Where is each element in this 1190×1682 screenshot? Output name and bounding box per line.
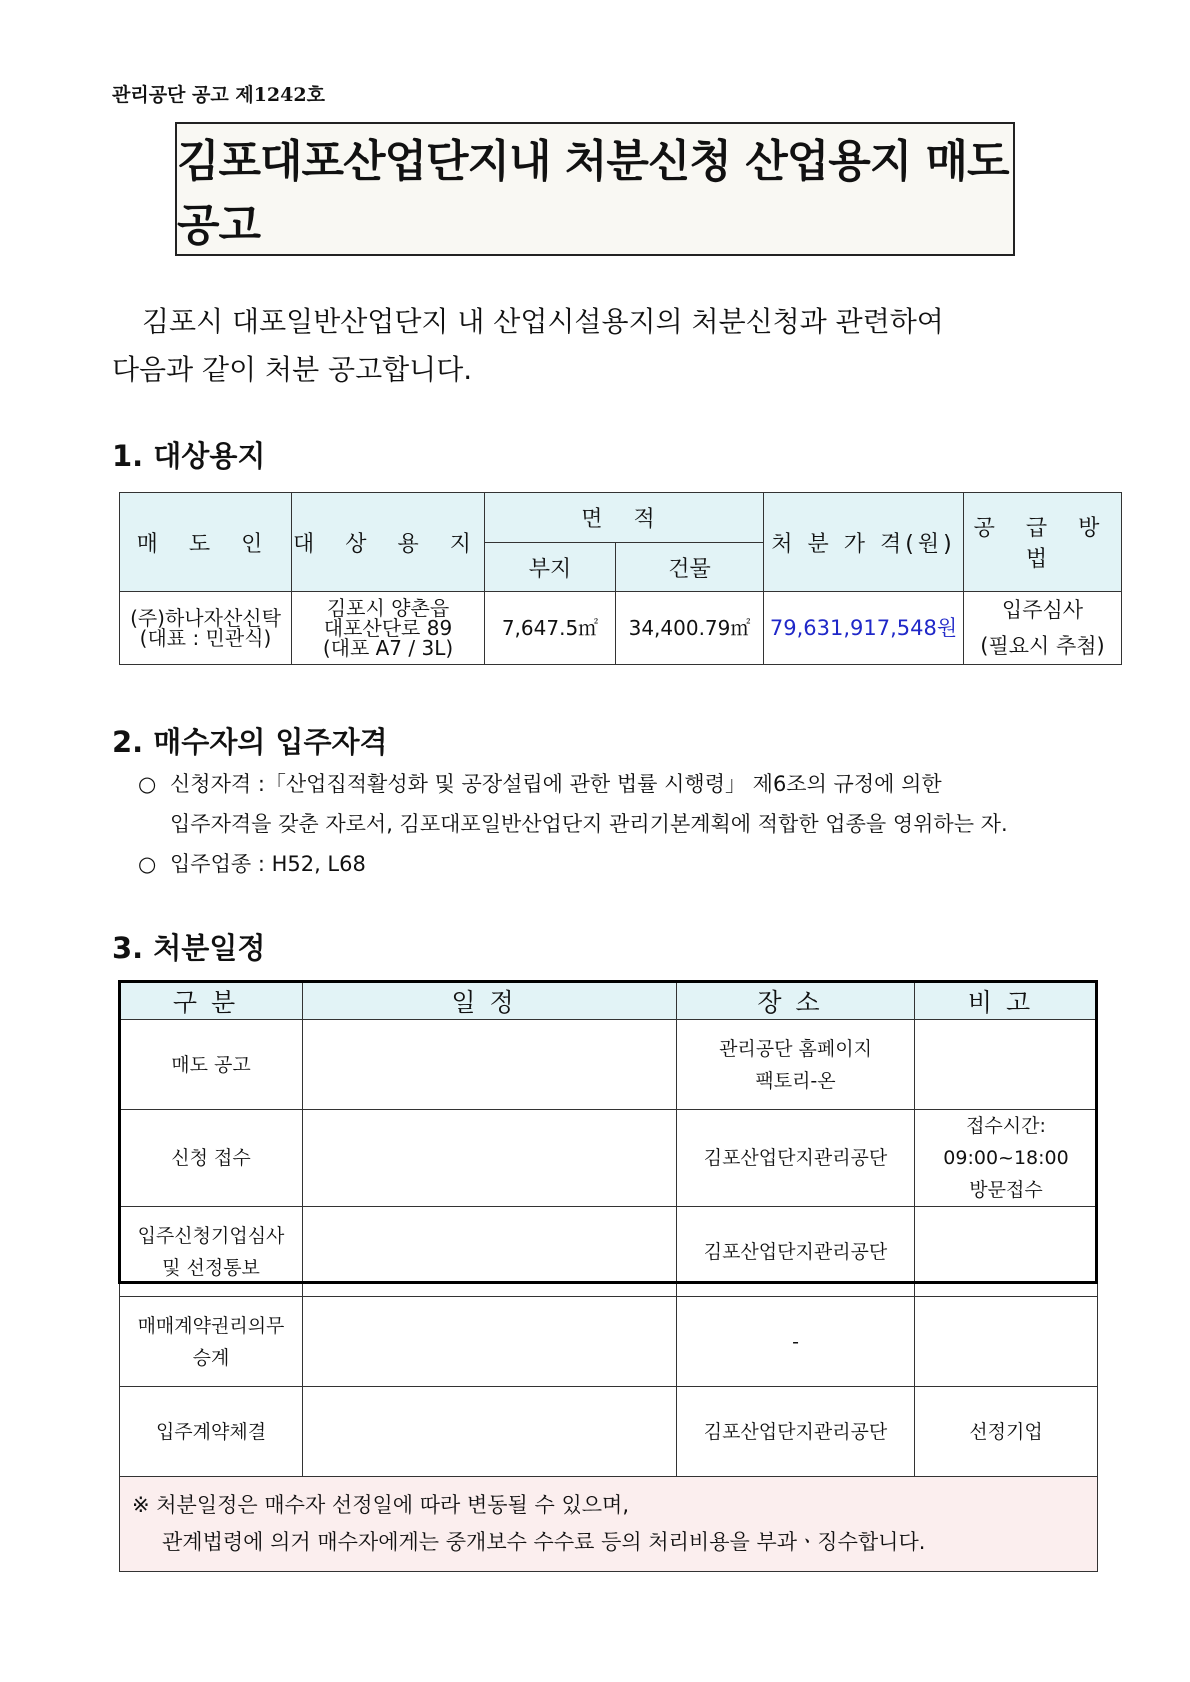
header-category: 구분 — [120, 983, 303, 1020]
cell-schedule — [303, 1207, 677, 1297]
qualification-list — [138, 764, 1008, 884]
header-area: 면 적 — [485, 493, 764, 543]
table-row — [120, 1387, 1098, 1477]
bullet-circle: ○ — [138, 852, 157, 876]
place-line-2: 팩토리-온 — [755, 1069, 836, 1092]
category-line-2: 및 선정통보 — [162, 1256, 260, 1279]
schedule-table — [119, 982, 1098, 1572]
place-line-1: - — [792, 1330, 799, 1353]
list-item — [138, 764, 1008, 804]
cell-price: 79,631,917,548원 — [764, 592, 964, 665]
cell-category — [120, 1110, 303, 1207]
intro-paragraph — [112, 298, 1092, 394]
remarks-line-3: 방문접수 — [969, 1179, 1043, 1201]
qualification-text-2: 입주업종 : H52, L68 — [170, 852, 366, 876]
target-address-2: 대포산단로 89 — [323, 616, 453, 640]
page-title: 김포대포산업단지내 처분신청 산업용지 매도공고 — [177, 136, 1009, 251]
header-seller: 매 도 인 — [120, 493, 292, 592]
table-row — [120, 1297, 1098, 1387]
header-place: 장소 — [677, 983, 915, 1020]
remarks-line-2: 09:00~18:00 — [943, 1147, 1069, 1169]
note-line-2: 관계법령에 의거 매수자에게는 중개보수 수수료 등의 처리비용을 부과ㆍ징수합니다. — [162, 1530, 926, 1554]
table-row — [120, 1020, 1098, 1110]
section-2-heading: 2. 매수자의 입주자격 — [112, 725, 388, 759]
target-address-1: 김포시 양촌읍 — [326, 596, 450, 620]
cell-land-area: 7,647.5㎡ — [485, 592, 616, 665]
header-schedule: 일정 — [303, 983, 677, 1020]
method-line-1: 입주심사 — [1001, 598, 1084, 622]
cell-remarks — [915, 1297, 1098, 1387]
category-line-1: 입주신청기업심사 — [137, 1224, 285, 1247]
intro-line-1: 김포시 대포일반산업단지 내 산업시설용지의 처분신청과 관련하여 — [142, 305, 944, 338]
header-supply-method: 공 급 방 법 — [964, 493, 1122, 592]
table-row — [120, 1110, 1098, 1207]
category-line-1: 입주계약체결 — [155, 1420, 267, 1443]
cell-seller — [120, 592, 292, 665]
cell-category — [120, 1297, 303, 1387]
cell-schedule — [303, 1297, 677, 1387]
bullet-circle: ○ — [138, 772, 157, 796]
cell-category — [120, 1020, 303, 1110]
category-line-2: 승계 — [192, 1346, 230, 1369]
list-item — [138, 844, 1008, 884]
section-1-heading: 1. 대상용지 — [112, 439, 266, 473]
note-line-1: ※ 처분일정은 매수자 선정일에 따라 변동될 수 있으며, — [132, 1493, 630, 1517]
target-lot: (대포 A7 / 3L) — [322, 636, 454, 660]
seller-representative: (대표 : 민관식) — [139, 626, 272, 650]
place-line-1: 관리공단 홈페이지 — [719, 1037, 872, 1060]
schedule-note — [120, 1477, 1098, 1572]
category-line-1: 매매계약권리의무 — [137, 1314, 285, 1337]
header-remarks: 비고 — [915, 983, 1098, 1020]
qualification-text-1-cont: 입주자격을 갖춘 자로서, 김포대포일반산업단지 관리기본계획에 적합한 업종을 영위하는 자. — [170, 812, 1008, 836]
table-row — [120, 1207, 1098, 1297]
seller-name: (주)하나자산신탁 — [130, 606, 281, 630]
cell-place — [677, 1207, 915, 1297]
section-3-heading: 3. 처분일정 — [112, 931, 266, 965]
cell-building-area: 34,400.79㎡ — [616, 592, 764, 665]
cell-target-land — [292, 592, 485, 665]
cell-place — [677, 1387, 915, 1477]
header-target-land: 대 상 용 지 — [292, 493, 485, 592]
cell-remarks — [915, 1110, 1098, 1207]
header-price: 처 분 가 격(원) — [764, 493, 964, 592]
notice-number: 관리공단 공고 제1242호 — [112, 84, 325, 106]
target-land-table — [119, 492, 1122, 665]
title-box — [175, 122, 1015, 256]
header-building: 건물 — [616, 543, 764, 592]
remarks-line-1: 접수시간: — [966, 1115, 1046, 1137]
place-line-1: 김포산업단지관리공단 — [703, 1420, 888, 1443]
cell-schedule — [303, 1110, 677, 1207]
category-line-1: 신청 접수 — [171, 1147, 251, 1169]
place-line-1: 김포산업단지관리공단 — [703, 1240, 888, 1263]
intro-line-2: 다음과 같이 처분 공고합니다. — [112, 353, 473, 386]
header-land: 부지 — [485, 543, 616, 592]
cell-remarks — [915, 1207, 1098, 1297]
place-line-1: 김포산업단지관리공단 — [703, 1147, 888, 1169]
cell-remarks — [915, 1020, 1098, 1110]
cell-category — [120, 1207, 303, 1297]
cell-place — [677, 1020, 915, 1110]
method-line-2: (필요시 추첨) — [980, 634, 1105, 658]
cell-category — [120, 1387, 303, 1477]
cell-schedule — [303, 1387, 677, 1477]
category-line-1: 매도 공고 — [171, 1053, 251, 1076]
cell-place — [677, 1297, 915, 1387]
cell-schedule — [303, 1020, 677, 1110]
cell-remarks — [915, 1387, 1098, 1477]
cell-supply-method — [964, 592, 1122, 665]
note-row — [120, 1477, 1098, 1572]
cell-place — [677, 1110, 915, 1207]
table-row — [120, 592, 1122, 665]
remarks-line-1: 선정기업 — [969, 1420, 1043, 1443]
qualification-text-1: 신청자격 :「산업집적활성화 및 공장설립에 관한 법률 시행령」 제6조의 규정에 의한 — [170, 772, 942, 796]
